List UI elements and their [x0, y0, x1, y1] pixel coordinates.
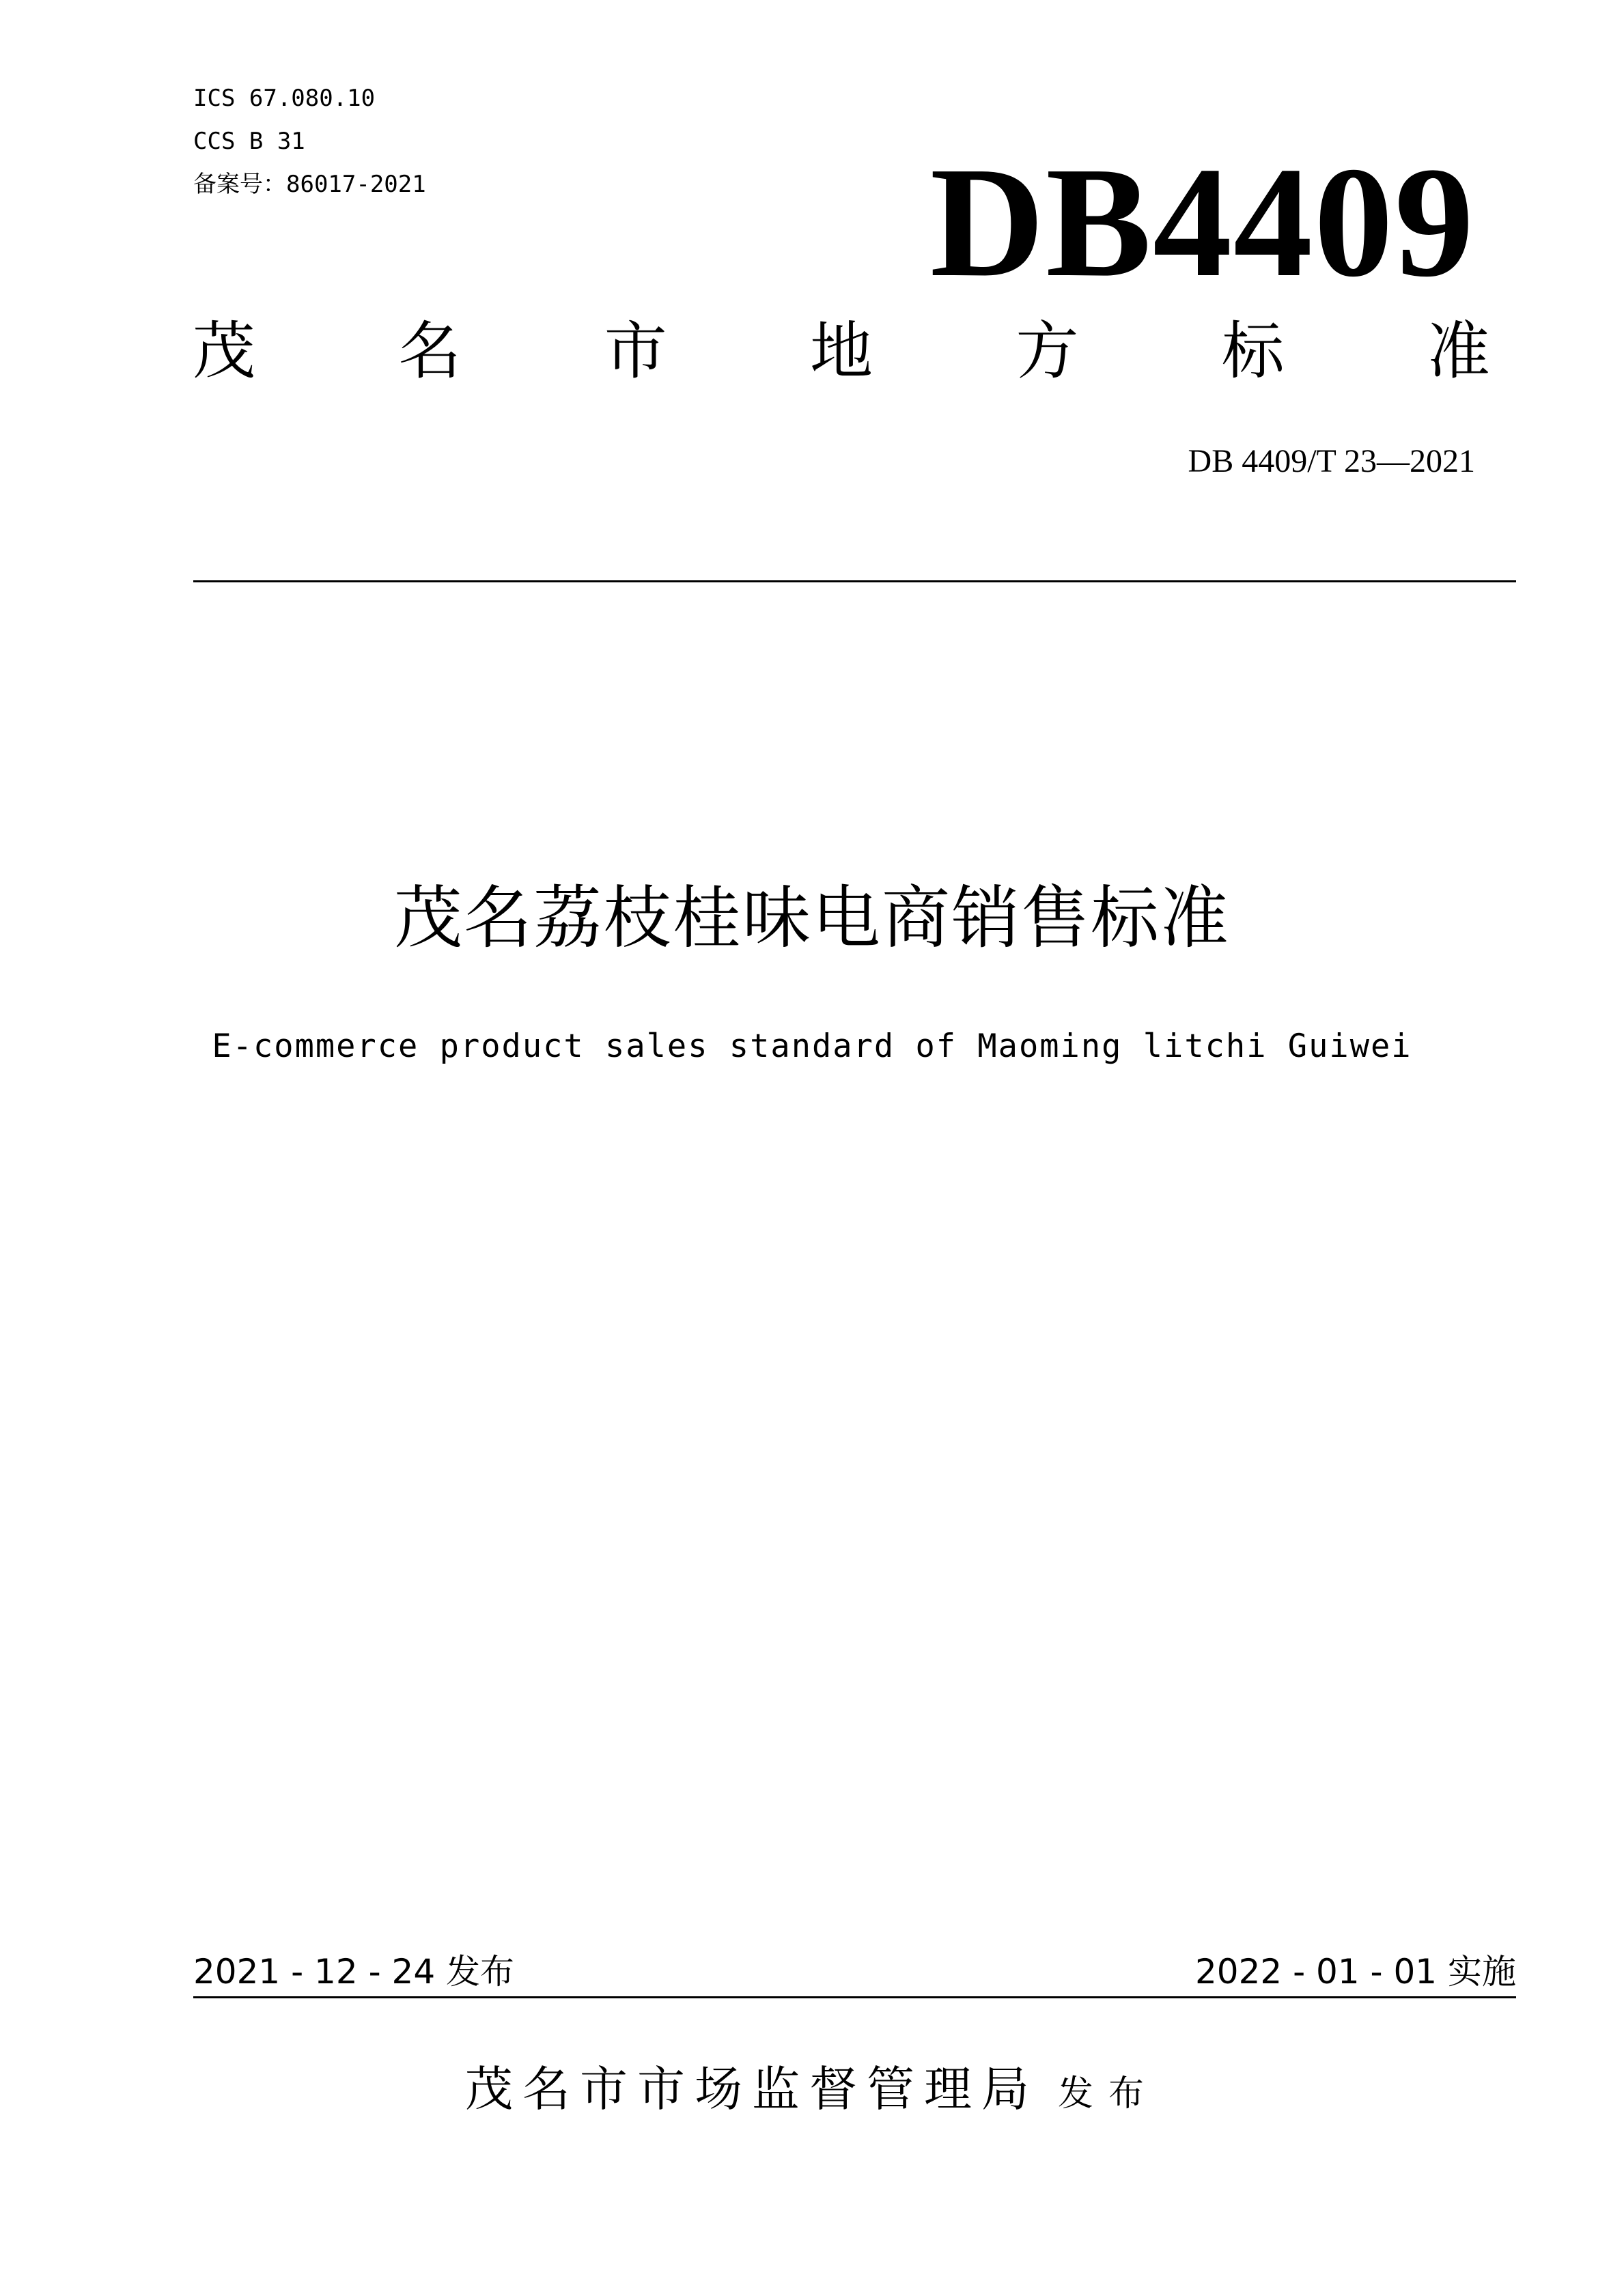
bottom-divider — [193, 1996, 1516, 1998]
issuing-authority — [0, 2062, 1624, 2121]
standard-number: DB 4409/T 23—2021 — [1188, 443, 1475, 479]
ics-code: ICS 67.080.10 — [193, 85, 376, 112]
issuer-name: 茂名市市场监督管理局 — [464, 2061, 1039, 2117]
effective-date: 2022 - 01 - 01 实施 — [1194, 1952, 1516, 1992]
filing-number: 备案号：86017-2021 — [193, 171, 426, 198]
standard-type-heading — [193, 317, 1490, 386]
db-logo: DB4409 — [929, 134, 1475, 310]
publish-date: 2021 - 12 - 24 发布 — [193, 1952, 515, 1992]
standard-type-char: 标 — [1221, 315, 1285, 388]
top-divider — [193, 580, 1516, 582]
standard-type-char: 市 — [604, 315, 667, 388]
standard-type-char: 准 — [1427, 315, 1490, 388]
standard-type-char: 茂 — [193, 315, 256, 388]
standard-type-char: 方 — [1016, 315, 1079, 388]
document-subtitle-en: E-commerce product sales standard of Maoming litchi Guiwei — [212, 1027, 1412, 1065]
standard-type-char: 名 — [398, 315, 462, 388]
standard-type-char: 地 — [809, 315, 873, 388]
document-title: 茂名荔枝桂味电商销售标准 — [394, 878, 1230, 958]
issuer-suffix: 发布 — [1057, 2073, 1159, 2114]
ccs-code: CCS B 31 — [193, 128, 305, 155]
